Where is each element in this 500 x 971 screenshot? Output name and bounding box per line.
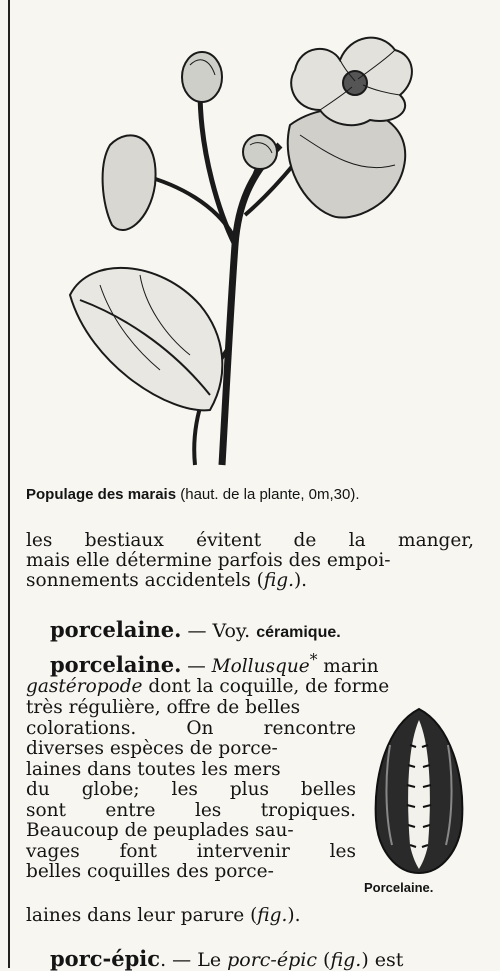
entry-porcelaine-mollusque [26, 650, 474, 697]
text-line: Beaucoup de peuplades sau- [26, 820, 294, 841]
text-line-part: ( [316, 949, 331, 971]
entry-last-line [26, 905, 474, 926]
text-line: très régulière, offre de belles [26, 697, 301, 718]
text-line: vages font intervenir les [26, 840, 356, 862]
shell-caption: Porcelaine. [364, 880, 434, 895]
figure-caption [26, 486, 496, 503]
text-line: colorations. On rencontre [26, 717, 356, 739]
figure-caption-title: Populage des marais [26, 486, 177, 503]
text-line-part: sonnements accidentels ( [26, 570, 264, 591]
figure-caption-details: (haut. de la plante, 0m,30). [180, 486, 360, 503]
text-line: sont entre les tropiques. [26, 799, 356, 821]
text-line [26, 571, 474, 591]
entry-dash: — Voy. [181, 620, 257, 642]
text-line-part: ) est [361, 949, 404, 971]
fig-reference: fig. [330, 949, 362, 971]
mollusque-link[interactable]: Mollusque [211, 656, 310, 678]
marsh-marigold-illustration [50, 15, 420, 480]
entry-dash: — [181, 656, 212, 678]
text-line-part: dont la coquille, de forme [142, 676, 390, 698]
porc-epic-term: porc-épic [227, 949, 317, 971]
entry-body-column [26, 698, 356, 883]
entry-headword: porc-épic [50, 946, 161, 971]
text-line-part: ). [293, 570, 308, 591]
text-line: mais elle détermine parfois des empoi- [26, 550, 391, 571]
asterisk-marker: * [309, 651, 318, 669]
text-line-part: marin [317, 656, 379, 678]
entry-first-line [26, 650, 474, 677]
text-line: du globe; les plus belles [26, 779, 356, 800]
text-line-part: ). [287, 905, 301, 926]
fig-reference: fig. [263, 570, 294, 591]
continued-paragraph [26, 531, 474, 591]
entry-headword: porcelaine. [50, 617, 182, 642]
entry-porc-epic-partial [50, 946, 403, 971]
gasteropode-term: gastéropode [26, 676, 143, 698]
text-line: les bestiaux évitent de la manger, [26, 530, 474, 551]
text-line: diverses espèces de porce- [26, 738, 278, 759]
text-line: laines dans toutes les mers [26, 758, 281, 780]
entry-headword: porcelaine. [50, 652, 182, 678]
text-line: belles coquilles des porce- [26, 861, 274, 882]
entry-dash: . — Le [160, 949, 228, 971]
cowrie-shell-illustration [370, 705, 468, 877]
column-rule [8, 0, 10, 968]
text-line-part: laines dans leur parure ( [26, 905, 258, 926]
cross-reference-link[interactable]: céramique. [256, 624, 341, 641]
entry-second-line [26, 677, 474, 697]
fig-reference: fig. [257, 905, 288, 926]
entry-porcelaine-reference [50, 617, 341, 642]
